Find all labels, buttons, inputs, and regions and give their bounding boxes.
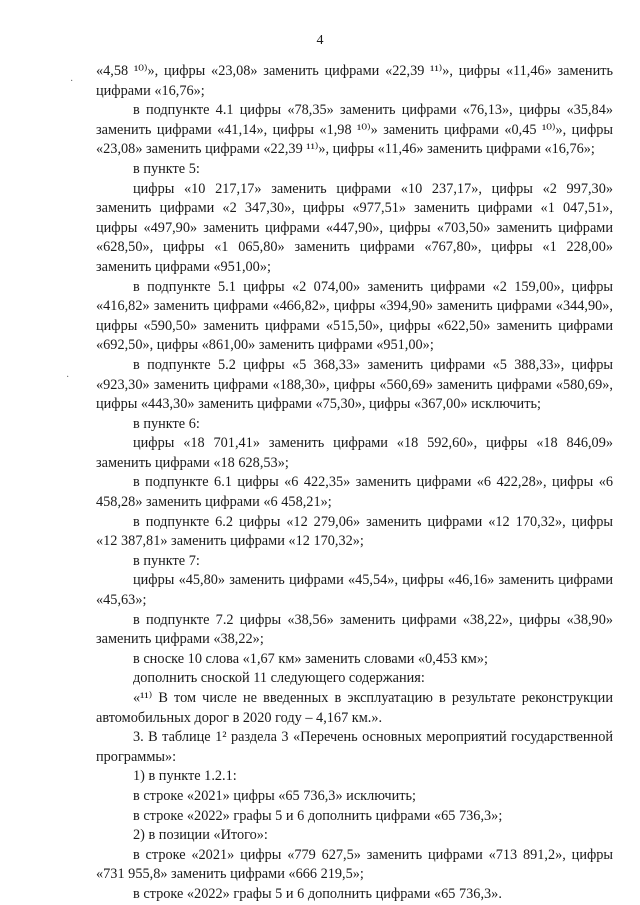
paragraph: в подпункте 7.2 цифры «38,56» заменить цифрами «38,22», цифры «38,90» заменить цифрами «38,22»;	[96, 611, 613, 648]
document-body	[96, 62, 613, 905]
paragraph: цифры «18 701,41» заменить цифрами «18 592,60», цифры «18 846,09» заменить цифрами «18 628,53»;	[96, 435, 613, 471]
paragraph: в подпункте 4.1 цифры «78,35» заменить цифрами «76,13», цифры «35,84» заменить цифрами «41,14», цифры «1,98 ¹⁰⁾» заменить цифрами «0,45 ¹⁰⁾», цифры «23,08» заменить цифрами «22,39 ¹¹⁾», цифры «11,46» заменить цифрами «16,76»;	[96, 102, 613, 158]
paragraph: 2) в позиции «Итого»:	[133, 827, 268, 844]
paragraph: цифры «45,80» заменить цифрами «45,54», цифры «46,16» заменить цифрами «45,63»;	[96, 572, 613, 609]
paragraph: в строке «2021» цифры «779 627,5» заменить цифрами «713 891,2», цифры «731 955,8» заменить цифрами «666 219,5»;	[96, 846, 613, 883]
paragraph: «4,58 ¹⁰⁾», цифры «23,08» заменить цифрами «22,39 ¹¹⁾», цифры «11,46» заменить цифрами «16,76»;	[96, 63, 613, 99]
paragraph: цифры «10 217,17» заменить цифрами «10 237,17», цифры «2 997,30» заменить цифрами «2 347,30», цифры «977,51» заменить цифрами «1 047,51», цифры «497,90» заменить цифрами «447,90», цифры «703,50» заменить цифрами «628,50», цифры «1 065,80» заменить цифрами «767,80», цифры «1 228,00» заменить цифрами «951,00»;	[96, 180, 613, 275]
paragraph: в пункте 5:	[133, 160, 200, 177]
paragraph: в строке «2021» цифры «65 736,3» исключить;	[133, 787, 416, 804]
paragraph: в пункте 6:	[133, 415, 200, 432]
paragraph: в строке «2022» графы 5 и 6 дополнить цифрами «65 736,3».	[133, 885, 502, 902]
paragraph: «¹¹⁾ В том числе не введенных в эксплуатацию в результате реконструкции автомобильных дорог в 2020 году – 4,167 км.».	[96, 690, 613, 726]
paragraph: 1) в пункте 1.2.1:	[133, 768, 237, 785]
page-number: 4	[316, 33, 324, 48]
paragraph: в подпункте 5.1 цифры «2 074,00» заменить цифрами «2 159,00», цифры «416,82» заменить цифрами «466,82», цифры «394,90» заменить цифрами «344,90», цифры «590,50» заменить цифрами «515,50», цифры «622,50» заменить цифрами «692,50», цифры «861,00» заменить цифрами «951,00»;	[96, 278, 613, 354]
paragraph: в подпункте 6.1 цифры «6 422,35» заменить цифрами «6 422,28», цифры «6 458,28» заменить цифрами «6 458,21»;	[96, 474, 613, 511]
paragraph: в строке «2022» графы 5 и 6 дополнить цифрами «65 736,3»;	[133, 807, 503, 824]
paragraph: в сноске 10 слова «1,67 км» заменить словами «0,453 км»;	[133, 650, 488, 667]
paragraph: 3. В таблице 1² раздела 3 «Перечень основных мероприятий государственной программы»:	[96, 729, 613, 765]
paragraph: в подпункте 6.2 цифры «12 279,06» заменить цифрами «12 170,32», цифры «12 387,81» заменить цифрами «12 170,32»;	[96, 513, 613, 550]
margin-mark: ·	[70, 76, 74, 87]
paragraph: в подпункте 5.2 цифры «5 368,33» заменить цифрами «5 388,33», цифры «923,30» заменить цифрами «188,30», цифры «560,69» заменить цифрами «580,69», цифры «443,30» заменить цифрами «75,30», цифры «367,00» исключить;	[96, 356, 613, 413]
paragraph: в пункте 7:	[133, 552, 200, 569]
margin-mark: ·	[66, 372, 70, 383]
paragraph: дополнить сноской 11 следующего содержания:	[133, 670, 425, 687]
